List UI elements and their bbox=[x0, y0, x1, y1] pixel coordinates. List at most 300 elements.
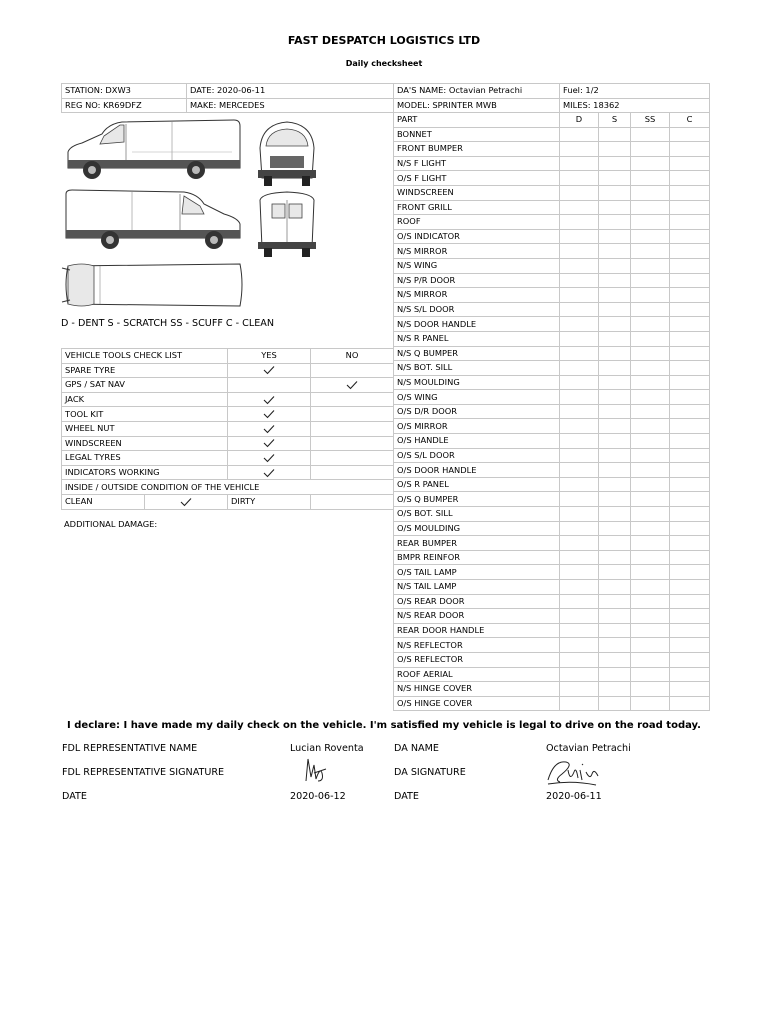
damage-legend: D - DENT S - SCRATCH SS - SCUFF C - CLEAN bbox=[61, 318, 275, 329]
part-row bbox=[394, 550, 710, 565]
part-scuff-checkbox[interactable] bbox=[631, 580, 670, 595]
part-row bbox=[394, 419, 710, 434]
tool-label: TOOL KIT bbox=[62, 407, 228, 422]
part-dent-checkbox[interactable] bbox=[560, 682, 599, 697]
part-scratch-checkbox[interactable] bbox=[599, 492, 631, 507]
part-scratch-checkbox[interactable] bbox=[599, 244, 631, 259]
tools-no-header: NO bbox=[311, 349, 394, 364]
part-scratch-checkbox[interactable] bbox=[599, 288, 631, 303]
part-scratch-checkbox[interactable] bbox=[599, 419, 631, 434]
part-clean-checkbox[interactable] bbox=[670, 638, 710, 653]
part-clean-checkbox[interactable] bbox=[670, 434, 710, 449]
part-clean-checkbox[interactable] bbox=[670, 507, 710, 522]
part-dent-checkbox[interactable] bbox=[560, 521, 599, 536]
part-scuff-checkbox[interactable] bbox=[631, 536, 670, 551]
tool-no-checkbox[interactable] bbox=[311, 363, 394, 378]
part-dent-checkbox[interactable] bbox=[560, 375, 599, 390]
part-row bbox=[394, 536, 710, 551]
parts-table bbox=[393, 112, 710, 711]
part-clean-checkbox[interactable] bbox=[670, 550, 710, 565]
part-dent-checkbox[interactable] bbox=[560, 477, 599, 492]
condition-table bbox=[61, 494, 394, 510]
part-scuff-checkbox[interactable] bbox=[631, 550, 670, 565]
col-dent: D bbox=[560, 113, 599, 128]
part-clean-checkbox[interactable] bbox=[670, 288, 710, 303]
van-side-right-drawing bbox=[62, 188, 244, 254]
clean-label: CLEAN bbox=[62, 495, 145, 510]
fdl-signature-label: FDL REPRESENTATIVE SIGNATURE bbox=[62, 767, 225, 778]
part-label: O/S MIRROR bbox=[394, 419, 560, 434]
tools-table bbox=[61, 348, 394, 495]
tool-no-checkbox[interactable] bbox=[311, 392, 394, 407]
tool-yes-checkbox[interactable] bbox=[228, 378, 311, 393]
part-dent-checkbox[interactable] bbox=[560, 200, 599, 215]
part-scuff-checkbox[interactable] bbox=[631, 346, 670, 361]
part-clean-checkbox[interactable] bbox=[670, 477, 710, 492]
tool-row bbox=[62, 378, 394, 393]
part-dent-checkbox[interactable] bbox=[560, 127, 599, 142]
part-scratch-checkbox[interactable] bbox=[599, 594, 631, 609]
part-dent-checkbox[interactable] bbox=[560, 361, 599, 376]
part-scratch-checkbox[interactable] bbox=[599, 142, 631, 157]
part-label: O/S REFLECTOR bbox=[394, 652, 560, 667]
part-label: O/S HINGE COVER bbox=[394, 696, 560, 711]
part-row bbox=[394, 215, 710, 230]
part-dent-checkbox[interactable] bbox=[560, 594, 599, 609]
part-label: O/S F LIGHT bbox=[394, 171, 560, 186]
tool-label: WHEEL NUT bbox=[62, 421, 228, 436]
part-scratch-checkbox[interactable] bbox=[599, 302, 631, 317]
part-clean-checkbox[interactable] bbox=[670, 448, 710, 463]
part-row bbox=[394, 448, 710, 463]
part-row bbox=[394, 404, 710, 419]
part-scuff-checkbox[interactable] bbox=[631, 258, 670, 273]
tool-no-checkbox[interactable] bbox=[311, 407, 394, 422]
part-scuff-checkbox[interactable] bbox=[631, 507, 670, 522]
part-scuff-checkbox[interactable] bbox=[631, 682, 670, 697]
part-label: N/S WING bbox=[394, 258, 560, 273]
van-top-drawing bbox=[60, 258, 246, 312]
part-scuff-checkbox[interactable] bbox=[631, 302, 670, 317]
declaration-text: I declare: I have made my daily check on the vehicle. I'm satisfied my vehicle is legal to drive on the road today. bbox=[67, 720, 701, 731]
part-row bbox=[394, 638, 710, 653]
part-dent-checkbox[interactable] bbox=[560, 652, 599, 667]
part-dent-checkbox[interactable] bbox=[560, 507, 599, 522]
part-scratch-checkbox[interactable] bbox=[599, 477, 631, 492]
part-scratch-checkbox[interactable] bbox=[599, 550, 631, 565]
part-scratch-checkbox[interactable] bbox=[599, 229, 631, 244]
part-scuff-checkbox[interactable] bbox=[631, 667, 670, 682]
part-scratch-checkbox[interactable] bbox=[599, 565, 631, 580]
part-scuff-checkbox[interactable] bbox=[631, 404, 670, 419]
part-dent-checkbox[interactable] bbox=[560, 156, 599, 171]
dirty-checkbox[interactable] bbox=[311, 495, 394, 510]
part-clean-checkbox[interactable] bbox=[670, 142, 710, 157]
part-scuff-checkbox[interactable] bbox=[631, 185, 670, 200]
part-clean-checkbox[interactable] bbox=[670, 302, 710, 317]
part-scuff-checkbox[interactable] bbox=[631, 609, 670, 624]
part-row bbox=[394, 682, 710, 697]
part-scratch-checkbox[interactable] bbox=[599, 171, 631, 186]
col-clean: C bbox=[670, 113, 710, 128]
part-scratch-checkbox[interactable] bbox=[599, 667, 631, 682]
part-clean-checkbox[interactable] bbox=[670, 594, 710, 609]
part-clean-checkbox[interactable] bbox=[670, 536, 710, 551]
part-scratch-checkbox[interactable] bbox=[599, 448, 631, 463]
part-label: N/S Q BUMPER bbox=[394, 346, 560, 361]
part-scuff-checkbox[interactable] bbox=[631, 521, 670, 536]
part-scratch-checkbox[interactable] bbox=[599, 521, 631, 536]
part-dent-checkbox[interactable] bbox=[560, 667, 599, 682]
tool-no-checkbox[interactable] bbox=[311, 436, 394, 451]
part-dent-checkbox[interactable] bbox=[560, 492, 599, 507]
part-dent-checkbox[interactable] bbox=[560, 623, 599, 638]
da-name: Octavian Petrachi bbox=[546, 743, 631, 754]
part-scuff-checkbox[interactable] bbox=[631, 696, 670, 711]
part-row bbox=[394, 244, 710, 259]
part-label: BMPR REINFOR bbox=[394, 550, 560, 565]
part-row bbox=[394, 390, 710, 405]
part-dent-checkbox[interactable] bbox=[560, 696, 599, 711]
part-clean-checkbox[interactable] bbox=[670, 419, 710, 434]
part-dent-checkbox[interactable] bbox=[560, 302, 599, 317]
part-scratch-checkbox[interactable] bbox=[599, 200, 631, 215]
part-scratch-checkbox[interactable] bbox=[599, 404, 631, 419]
part-dent-checkbox[interactable] bbox=[560, 215, 599, 230]
part-dent-checkbox[interactable] bbox=[560, 229, 599, 244]
da-signature bbox=[544, 756, 602, 788]
part-scratch-checkbox[interactable] bbox=[599, 682, 631, 697]
part-row bbox=[394, 200, 710, 215]
tool-yes-checkbox[interactable] bbox=[228, 465, 311, 480]
part-scuff-checkbox[interactable] bbox=[631, 171, 670, 186]
part-scratch-checkbox[interactable] bbox=[599, 361, 631, 376]
part-clean-checkbox[interactable] bbox=[670, 171, 710, 186]
part-scratch-checkbox[interactable] bbox=[599, 580, 631, 595]
part-scuff-checkbox[interactable] bbox=[631, 434, 670, 449]
part-scuff-checkbox[interactable] bbox=[631, 361, 670, 376]
part-dent-checkbox[interactable] bbox=[560, 536, 599, 551]
part-clean-checkbox[interactable] bbox=[670, 580, 710, 595]
tool-row bbox=[62, 451, 394, 466]
tool-row bbox=[62, 421, 394, 436]
reg-no-cell: REG NO: KR69DFZ bbox=[62, 98, 187, 113]
tool-yes-checkbox[interactable] bbox=[228, 407, 311, 422]
tool-yes-checkbox[interactable] bbox=[228, 436, 311, 451]
part-scratch-checkbox[interactable] bbox=[599, 390, 631, 405]
part-clean-checkbox[interactable] bbox=[670, 463, 710, 478]
fdl-rep-name: Lucian Roventa bbox=[290, 743, 364, 754]
van-side-left-drawing bbox=[62, 116, 244, 186]
tool-label: JACK bbox=[62, 392, 228, 407]
part-clean-checkbox[interactable] bbox=[670, 682, 710, 697]
part-scuff-checkbox[interactable] bbox=[631, 477, 670, 492]
part-clean-checkbox[interactable] bbox=[670, 696, 710, 711]
make-cell: MAKE: MERCEDES bbox=[187, 98, 394, 113]
part-scuff-checkbox[interactable] bbox=[631, 331, 670, 346]
part-scratch-checkbox[interactable] bbox=[599, 185, 631, 200]
part-row bbox=[394, 434, 710, 449]
tool-row bbox=[62, 465, 394, 480]
part-dent-checkbox[interactable] bbox=[560, 580, 599, 595]
part-dent-checkbox[interactable] bbox=[560, 331, 599, 346]
part-scuff-checkbox[interactable] bbox=[631, 273, 670, 288]
part-clean-checkbox[interactable] bbox=[670, 623, 710, 638]
fuel-cell: Fuel: 1/2 bbox=[560, 84, 710, 99]
part-scuff-checkbox[interactable] bbox=[631, 419, 670, 434]
part-scratch-checkbox[interactable] bbox=[599, 696, 631, 711]
tool-label: LEGAL TYRES bbox=[62, 451, 228, 466]
part-scratch-checkbox[interactable] bbox=[599, 609, 631, 624]
part-scuff-checkbox[interactable] bbox=[631, 127, 670, 142]
part-row bbox=[394, 652, 710, 667]
part-scuff-checkbox[interactable] bbox=[631, 288, 670, 303]
part-scuff-checkbox[interactable] bbox=[631, 448, 670, 463]
part-scuff-checkbox[interactable] bbox=[631, 390, 670, 405]
part-dent-checkbox[interactable] bbox=[560, 142, 599, 157]
part-dent-checkbox[interactable] bbox=[560, 550, 599, 565]
tool-no-checkbox[interactable] bbox=[311, 421, 394, 436]
additional-damage-label: ADDITIONAL DAMAGE: bbox=[64, 519, 158, 529]
part-dent-checkbox[interactable] bbox=[560, 258, 599, 273]
part-label: WINDSCREEN bbox=[394, 185, 560, 200]
part-clean-checkbox[interactable] bbox=[670, 346, 710, 361]
part-dent-checkbox[interactable] bbox=[560, 390, 599, 405]
tools-header: VEHICLE TOOLS CHECK LIST bbox=[62, 349, 228, 364]
part-label: O/S S/L DOOR bbox=[394, 448, 560, 463]
part-scratch-checkbox[interactable] bbox=[599, 375, 631, 390]
part-scuff-checkbox[interactable] bbox=[631, 492, 670, 507]
part-dent-checkbox[interactable] bbox=[560, 565, 599, 580]
tool-yes-checkbox[interactable] bbox=[228, 392, 311, 407]
da-signature-label: DA SIGNATURE bbox=[394, 767, 466, 778]
part-row bbox=[394, 696, 710, 711]
part-row bbox=[394, 346, 710, 361]
part-dent-checkbox[interactable] bbox=[560, 434, 599, 449]
part-clean-checkbox[interactable] bbox=[670, 244, 710, 259]
part-label: N/S S/L DOOR bbox=[394, 302, 560, 317]
part-scuff-checkbox[interactable] bbox=[631, 215, 670, 230]
tool-no-checkbox[interactable] bbox=[311, 465, 394, 480]
part-scratch-checkbox[interactable] bbox=[599, 463, 631, 478]
part-row bbox=[394, 580, 710, 595]
part-row bbox=[394, 477, 710, 492]
part-scratch-checkbox[interactable] bbox=[599, 434, 631, 449]
part-scuff-checkbox[interactable] bbox=[631, 317, 670, 332]
part-scratch-checkbox[interactable] bbox=[599, 273, 631, 288]
part-clean-checkbox[interactable] bbox=[670, 317, 710, 332]
part-clean-checkbox[interactable] bbox=[670, 390, 710, 405]
part-row bbox=[394, 127, 710, 142]
part-row bbox=[394, 594, 710, 609]
tool-yes-checkbox[interactable] bbox=[228, 451, 311, 466]
miles-cell: MILES: 18362 bbox=[560, 98, 710, 113]
col-scuff: SS bbox=[631, 113, 670, 128]
tool-no-checkbox[interactable] bbox=[311, 378, 394, 393]
company-title: FAST DESPATCH LOGISTICS LTD bbox=[287, 34, 481, 47]
fdl-date-label: DATE bbox=[62, 791, 87, 802]
part-scuff-checkbox[interactable] bbox=[631, 594, 670, 609]
part-scuff-checkbox[interactable] bbox=[631, 623, 670, 638]
part-dent-checkbox[interactable] bbox=[560, 317, 599, 332]
part-label: FRONT GRILL bbox=[394, 200, 560, 215]
part-scratch-checkbox[interactable] bbox=[599, 623, 631, 638]
part-scuff-checkbox[interactable] bbox=[631, 156, 670, 171]
part-scratch-checkbox[interactable] bbox=[599, 536, 631, 551]
part-scratch-checkbox[interactable] bbox=[599, 215, 631, 230]
tools-yes-header: YES bbox=[228, 349, 311, 364]
fdl-date: 2020-06-12 bbox=[290, 791, 346, 802]
part-scratch-checkbox[interactable] bbox=[599, 652, 631, 667]
part-clean-checkbox[interactable] bbox=[670, 127, 710, 142]
part-row bbox=[394, 185, 710, 200]
part-label: N/S MIRROR bbox=[394, 288, 560, 303]
part-label: O/S R PANEL bbox=[394, 477, 560, 492]
part-scratch-checkbox[interactable] bbox=[599, 331, 631, 346]
part-label: O/S REAR DOOR bbox=[394, 594, 560, 609]
part-label: O/S WING bbox=[394, 390, 560, 405]
part-clean-checkbox[interactable] bbox=[670, 273, 710, 288]
part-label: ROOF bbox=[394, 215, 560, 230]
dirty-label: DIRTY bbox=[228, 495, 311, 510]
part-clean-checkbox[interactable] bbox=[670, 185, 710, 200]
part-clean-checkbox[interactable] bbox=[670, 215, 710, 230]
part-row bbox=[394, 142, 710, 157]
part-dent-checkbox[interactable] bbox=[560, 185, 599, 200]
part-clean-checkbox[interactable] bbox=[670, 521, 710, 536]
part-scuff-checkbox[interactable] bbox=[631, 463, 670, 478]
part-scuff-checkbox[interactable] bbox=[631, 638, 670, 653]
part-label: REAR BUMPER bbox=[394, 536, 560, 551]
da-name-label: DA NAME bbox=[394, 743, 439, 754]
part-clean-checkbox[interactable] bbox=[670, 404, 710, 419]
part-clean-checkbox[interactable] bbox=[670, 331, 710, 346]
part-label: N/S F LIGHT bbox=[394, 156, 560, 171]
part-clean-checkbox[interactable] bbox=[670, 565, 710, 580]
clean-checkbox[interactable] bbox=[145, 495, 228, 510]
part-scuff-checkbox[interactable] bbox=[631, 375, 670, 390]
tool-yes-checkbox[interactable] bbox=[228, 421, 311, 436]
vehicle-info-table bbox=[61, 83, 710, 113]
part-row bbox=[394, 229, 710, 244]
part-label: N/S MOULDING bbox=[394, 375, 560, 390]
part-scratch-checkbox[interactable] bbox=[599, 258, 631, 273]
part-dent-checkbox[interactable] bbox=[560, 463, 599, 478]
part-label: O/S HANDLE bbox=[394, 434, 560, 449]
part-row bbox=[394, 156, 710, 171]
part-clean-checkbox[interactable] bbox=[670, 652, 710, 667]
part-scratch-checkbox[interactable] bbox=[599, 346, 631, 361]
part-dent-checkbox[interactable] bbox=[560, 638, 599, 653]
part-scratch-checkbox[interactable] bbox=[599, 317, 631, 332]
part-dent-checkbox[interactable] bbox=[560, 273, 599, 288]
part-dent-checkbox[interactable] bbox=[560, 288, 599, 303]
part-label: O/S DOOR HANDLE bbox=[394, 463, 560, 478]
part-label: O/S BOT. SILL bbox=[394, 507, 560, 522]
part-row bbox=[394, 331, 710, 346]
tool-yes-checkbox[interactable] bbox=[228, 363, 311, 378]
part-label: N/S HINGE COVER bbox=[394, 682, 560, 697]
part-clean-checkbox[interactable] bbox=[670, 492, 710, 507]
part-row bbox=[394, 463, 710, 478]
van-front-drawing bbox=[252, 118, 322, 188]
station-cell: STATION: DXW3 bbox=[62, 84, 187, 99]
parts-header: PART bbox=[394, 113, 560, 128]
part-scratch-checkbox[interactable] bbox=[599, 638, 631, 653]
fdl-rep-name-label: FDL REPRESENTATIVE NAME bbox=[62, 743, 198, 754]
sheet-subtitle: Daily checksheet bbox=[345, 59, 423, 68]
part-label: N/S BOT. SILL bbox=[394, 361, 560, 376]
part-row bbox=[394, 288, 710, 303]
part-row bbox=[394, 623, 710, 638]
part-label: O/S Q BUMPER bbox=[394, 492, 560, 507]
part-row bbox=[394, 302, 710, 317]
part-dent-checkbox[interactable] bbox=[560, 448, 599, 463]
tool-row bbox=[62, 363, 394, 378]
part-label: N/S DOOR HANDLE bbox=[394, 317, 560, 332]
tool-row bbox=[62, 407, 394, 422]
part-label: N/S P/R DOOR bbox=[394, 273, 560, 288]
part-row bbox=[394, 565, 710, 580]
tool-label: GPS / SAT NAV bbox=[62, 378, 228, 393]
part-label: N/S REFLECTOR bbox=[394, 638, 560, 653]
part-scratch-checkbox[interactable] bbox=[599, 127, 631, 142]
tool-no-checkbox[interactable] bbox=[311, 451, 394, 466]
da-date-label: DATE bbox=[394, 791, 419, 802]
tool-row bbox=[62, 436, 394, 451]
part-dent-checkbox[interactable] bbox=[560, 244, 599, 259]
part-row bbox=[394, 609, 710, 624]
tool-label: SPARE TYRE bbox=[62, 363, 228, 378]
part-clean-checkbox[interactable] bbox=[670, 258, 710, 273]
part-row bbox=[394, 667, 710, 682]
date-cell: DATE: 2020-06-11 bbox=[187, 84, 394, 99]
part-clean-checkbox[interactable] bbox=[670, 375, 710, 390]
part-dent-checkbox[interactable] bbox=[560, 609, 599, 624]
part-clean-checkbox[interactable] bbox=[670, 667, 710, 682]
part-scuff-checkbox[interactable] bbox=[631, 652, 670, 667]
part-row bbox=[394, 317, 710, 332]
part-clean-checkbox[interactable] bbox=[670, 229, 710, 244]
part-label: N/S R PANEL bbox=[394, 331, 560, 346]
part-label: O/S MOULDING bbox=[394, 521, 560, 536]
part-dent-checkbox[interactable] bbox=[560, 404, 599, 419]
part-clean-checkbox[interactable] bbox=[670, 361, 710, 376]
part-scuff-checkbox[interactable] bbox=[631, 142, 670, 157]
part-row bbox=[394, 171, 710, 186]
part-dent-checkbox[interactable] bbox=[560, 419, 599, 434]
part-row bbox=[394, 521, 710, 536]
part-scuff-checkbox[interactable] bbox=[631, 565, 670, 580]
part-dent-checkbox[interactable] bbox=[560, 171, 599, 186]
part-scratch-checkbox[interactable] bbox=[599, 156, 631, 171]
part-scratch-checkbox[interactable] bbox=[599, 507, 631, 522]
da-name-cell: DA'S NAME: Octavian Petrachi bbox=[394, 84, 560, 99]
part-scuff-checkbox[interactable] bbox=[631, 244, 670, 259]
part-label: BONNET bbox=[394, 127, 560, 142]
part-scuff-checkbox[interactable] bbox=[631, 200, 670, 215]
part-label: O/S TAIL LAMP bbox=[394, 565, 560, 580]
part-dent-checkbox[interactable] bbox=[560, 346, 599, 361]
part-clean-checkbox[interactable] bbox=[670, 609, 710, 624]
part-row bbox=[394, 375, 710, 390]
part-clean-checkbox[interactable] bbox=[670, 200, 710, 215]
model-cell: MODEL: SPRINTER MWB bbox=[394, 98, 560, 113]
part-scuff-checkbox[interactable] bbox=[631, 229, 670, 244]
part-clean-checkbox[interactable] bbox=[670, 156, 710, 171]
part-label: FRONT BUMPER bbox=[394, 142, 560, 157]
van-rear-drawing bbox=[252, 190, 322, 258]
